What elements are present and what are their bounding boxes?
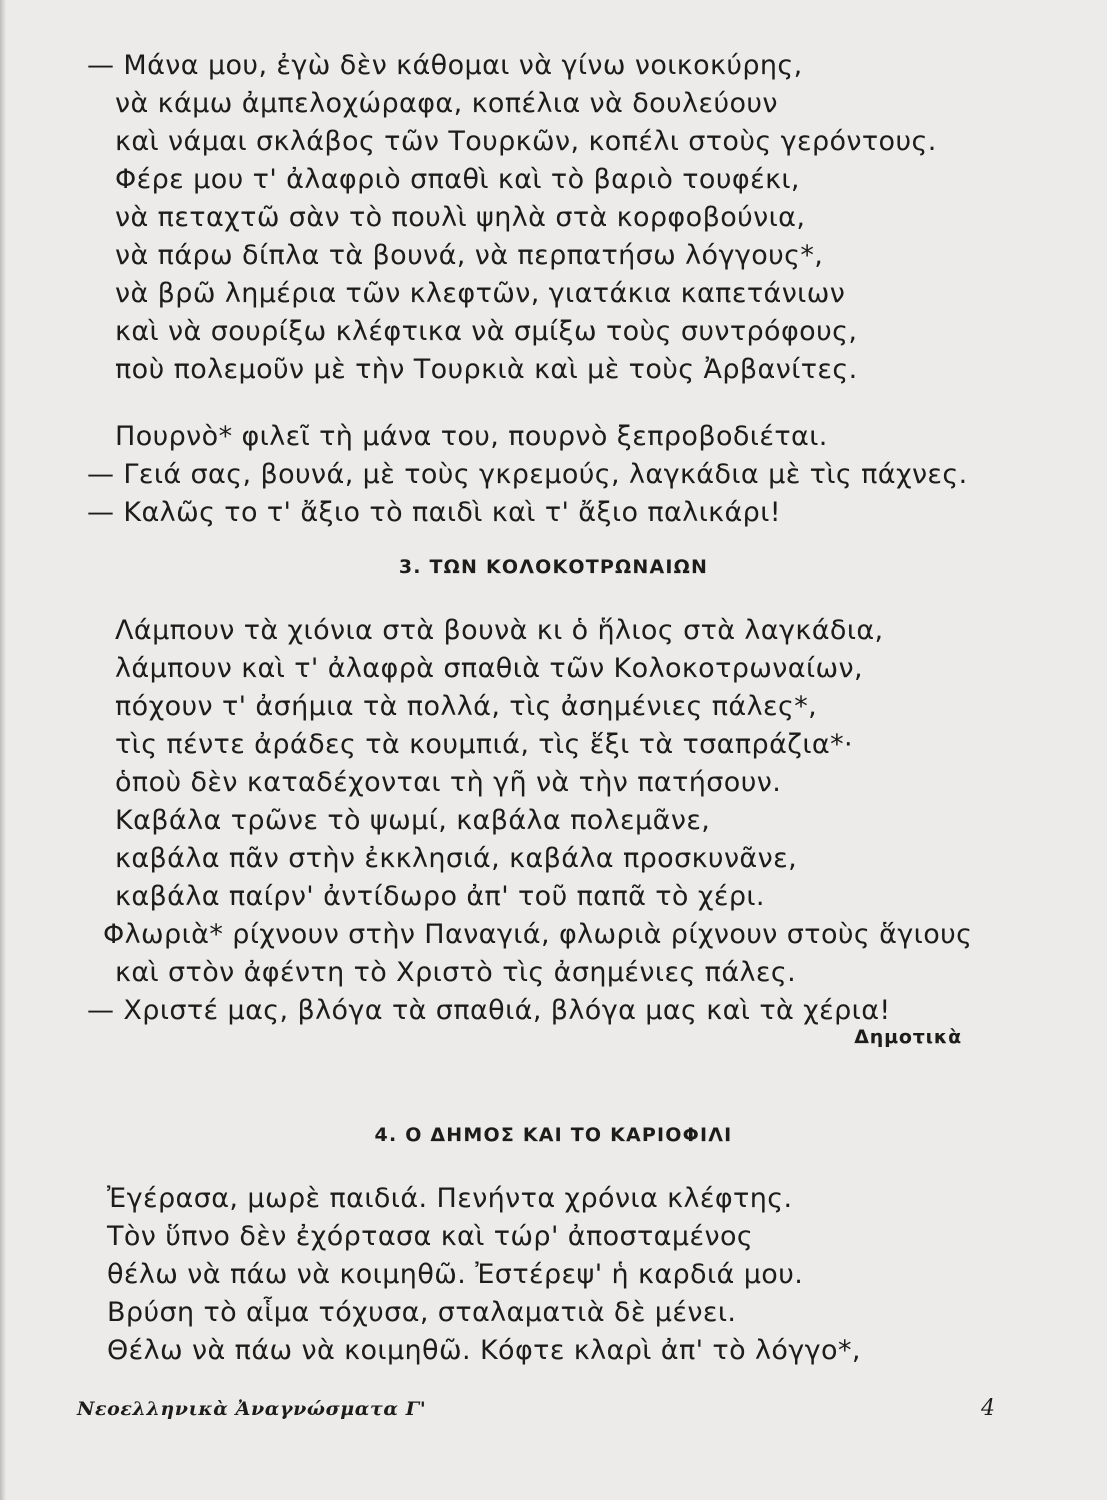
- poem-line: Φέρε μου τ' ἀλαφριὸ σπαθὶ καὶ τὸ βαριὸ τουφέκι,: [115, 164, 800, 195]
- poem-line: νὰ κάμω ἀμπελοχώραφα, κοπέλια νὰ δουλεύουν: [115, 88, 778, 119]
- poem-line: — Μάνα μου, ἐγὼ δὲν κάθομαι νὰ γίνω νοικοκύρης,: [87, 50, 803, 81]
- poem-line: Τὸν ὕπνο δὲν ἐχόρτασα καὶ τώρ' ἀποσταμένος: [107, 1221, 754, 1252]
- poem-line: καὶ νὰ σουρίξω κλέφτικα νὰ σμίξω τοὺς συντρόφους,: [115, 316, 858, 347]
- poem-line: καὶ νάμαι σκλάβος τῶν Τουρκῶν, κοπέλι στοὺς γερόντους.: [115, 126, 937, 157]
- poem-line: νὰ πεταχτῶ σὰν τὸ πουλὶ ψηλὰ στὰ κορφοβούνια,: [115, 202, 806, 233]
- poem-line: καβάλα παίρν' ἀντίδωρο ἀπ' τοῦ παπᾶ τὸ χέρι.: [115, 881, 765, 912]
- poem-line: Ἐγέρασα, μωρὲ παιδιά. Πενήντα χρόνια κλέφτης.: [107, 1183, 793, 1214]
- poem-line: ὁποὺ δὲν καταδέχονται τὴ γῆ νὰ τὴν πατήσουν.: [115, 767, 782, 798]
- page-number: 4: [981, 1396, 995, 1421]
- poem-line: λάμπουν καὶ τ' ἀλαφρὰ σπαθιὰ τῶν Κολοκοτρωναίων,: [115, 653, 863, 684]
- poem-line: καὶ στὸν ἀφέντη τὸ Χριστὸ τὶς ἀσημένιες πάλες.: [115, 957, 797, 988]
- poem-line: Λάμπουν τὰ χιόνια στὰ βουνὰ κι ὁ ἥλιος στὰ λαγκάδια,: [115, 615, 884, 646]
- attribution: Δημοτικὰ: [854, 1026, 962, 1048]
- poem-line: πόχουν τ' ἀσήμια τὰ πολλά, τὶς ἀσημένιες πάλες*,: [115, 691, 818, 722]
- poem-line: Πουρνὸ* φιλεῖ τὴ μάνα του, πουρνὸ ξεπροβοδιέται.: [115, 421, 828, 452]
- poem-line: — Καλῶς το τ' ἄξιο τὸ παιδὶ καὶ τ' ἄξιο παλικάρι!: [87, 497, 781, 528]
- footer-book-title: Νεοελληνικὰ Ἀναγνώσματα Γ': [77, 1398, 427, 1420]
- poem-line: Καβάλα τρῶνε τὸ ψωμί, καβάλα πολεμᾶνε,: [115, 805, 711, 836]
- poem-line: νὰ βρῶ λημέρια τῶν κλεφτῶν, γιατάκια καπετάνιων: [115, 278, 846, 309]
- poem-line: — Γειά σας, βουνά, μὲ τοὺς γκρεμούς, λαγκάδια μὲ τὶς πάχνες.: [87, 459, 968, 490]
- section-4-heading: 4. Ο ΔΗΜΟΣ ΚΑΙ ΤΟ ΚΑΡΙΟΦΙΛΙ: [374, 1124, 733, 1146]
- page-edge-shadow: [0, 0, 6, 1500]
- poem-line: Θέλω νὰ πάω νὰ κοιμηθῶ. Κόφτε κλαρὶ ἀπ' τὸ λόγγο*,: [107, 1335, 861, 1366]
- poem-line: καβάλα πᾶν στὴν ἐκκλησιά, καβάλα προσκυνᾶνε,: [115, 843, 798, 874]
- poem-line: θέλω νὰ πάω νὰ κοιμηθῶ. Ἐστέρεψ' ἡ καρδιά μου.: [107, 1259, 804, 1290]
- poem-line: — Χριστέ μας, βλόγα τὰ σπαθιά, βλόγα μας καὶ τὰ χέρια!: [87, 995, 891, 1026]
- section-3-heading: 3. ΤΩΝ ΚΟΛΟΚΟΤΡΩΝΑΙΩΝ: [398, 556, 709, 578]
- poem-line: Βρύση τὸ αἷμα τόχυσα, σταλαματιὰ δὲ μένει.: [107, 1297, 737, 1328]
- poem-line: Φλωριὰ* ρίχνουν στὴν Παναγιά, φλωριὰ ρίχνουν στοὺς ἅγιους: [103, 919, 973, 950]
- poem-line: ποὺ πολεμοῦν μὲ τὴν Τουρκιὰ καὶ μὲ τοὺς Ἀρβανίτες.: [115, 354, 858, 385]
- poem-line: τὶς πέντε ἀράδες τὰ κουμπιά, τὶς ἕξι τὰ τσαπράζια*·: [115, 729, 853, 760]
- poem-line: νὰ πάρω δίπλα τὰ βουνά, νὰ περπατήσω λόγγους*,: [115, 240, 824, 271]
